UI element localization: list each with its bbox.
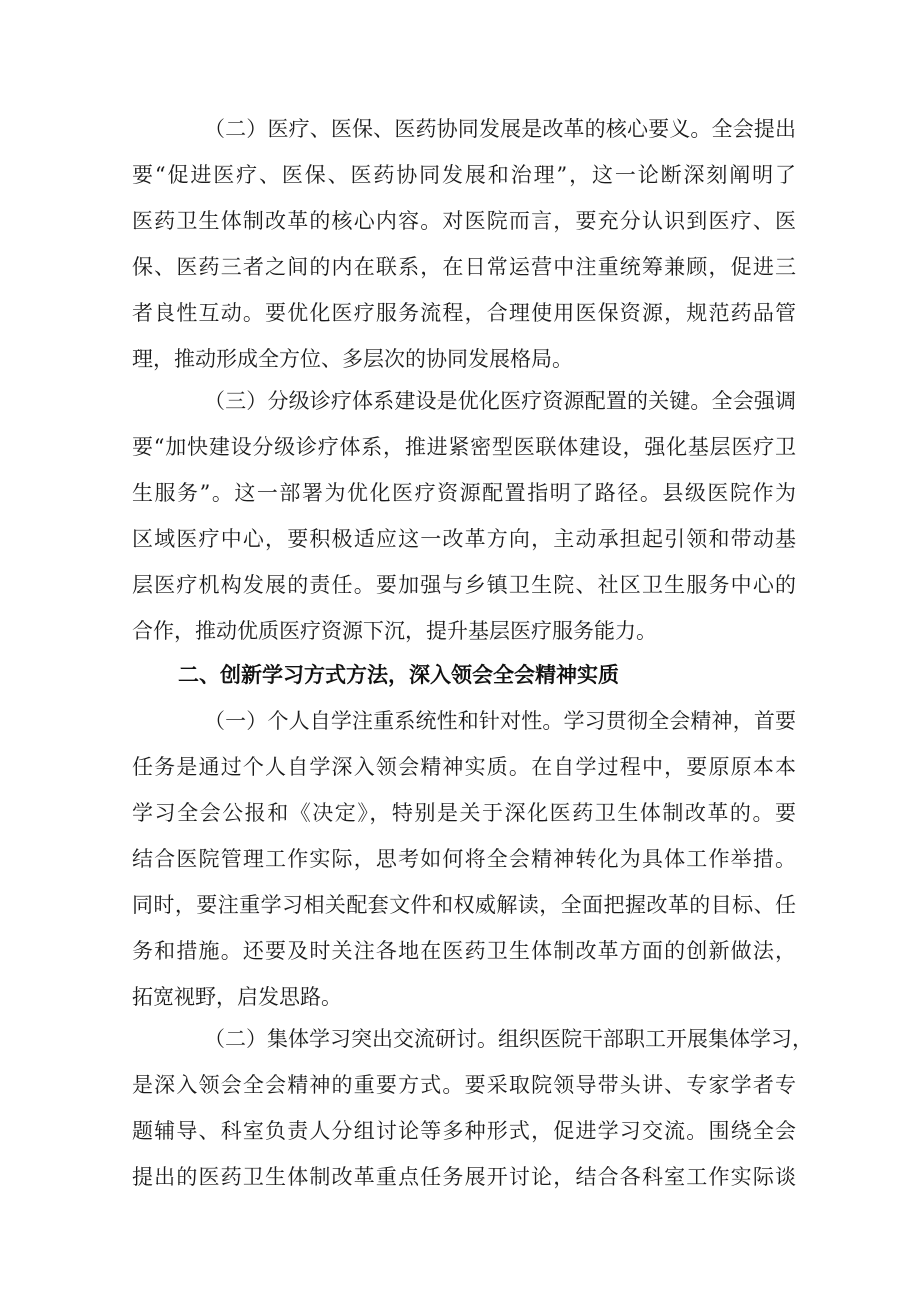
text-line: 任务是通过个人自学深入领会精神实质。在自学过程中，要原原本本 <box>132 755 796 779</box>
text-line: 要“加快建设分级诊疗体系，推进紧密型医联体建设，强化基层医疗卫 <box>132 435 796 459</box>
paragraph-medical-coordination <box>132 106 796 382</box>
text-line: 层医疗机构发展的责任。要加强与乡镇卫生院、社区卫生服务中心的 <box>132 573 796 597</box>
text-line: 务和措施。还要及时关注各地在医药卫生体制改革方面的创新做法， <box>132 939 796 963</box>
text-line: 结合医院管理工作实际，思考如何将全会精神转化为具体工作举措。 <box>132 847 796 871</box>
text-line: （二）集体学习突出交流研讨。组织医院干部职工开展集体学习， <box>204 1027 813 1051</box>
text-line: 理，推动形成全方位、多层次的协同发展格局。 <box>132 347 573 371</box>
text-line: 者良性互动。要优化医疗服务流程，合理使用医保资源，规范药品管 <box>132 301 796 325</box>
text-line: （三）分级诊疗体系建设是优化医疗资源配置的关键。全会强调 <box>204 389 796 413</box>
text-line: （一）个人自学注重系统性和针对性。学习贯彻全会精神，首要 <box>204 709 796 733</box>
text-line: 合作，推动优质医疗资源下沉，提升基层医疗服务能力。 <box>132 619 657 643</box>
text-line: 同时，要注重学习相关配套文件和权威解读，全面把握改革的目标、任 <box>132 893 796 917</box>
text-line: 提出的医药卫生体制改革重点任务展开讨论，结合各科室工作实际谈 <box>132 1165 796 1189</box>
text-line: 保、医药三者之间的内在联系，在日常运营中注重统筹兼顾，促进三 <box>132 255 796 279</box>
text-line: 生服务”。这一部署为优化医疗资源配置指明了路径。县级医院作为 <box>132 481 796 505</box>
paragraph-tiered-diagnosis <box>132 378 796 654</box>
text-line: 要“促进医疗、医保、医药协同发展和治理”，这一论断深刻阐明了 <box>132 163 796 187</box>
section-heading: 二、创新学习方式方法，深入领会全会精神实质 <box>178 663 619 687</box>
text-line: 拓宽视野，启发思路。 <box>132 985 342 1009</box>
text-line: 区域医疗中心，要积极适应这一改革方向，主动承担起引领和带动基 <box>132 527 796 551</box>
text-line: 是深入领会全会精神的重要方式。要采取院领导带头讲、专家学者专 <box>132 1073 796 1097</box>
paragraph-group-study <box>132 1016 813 1200</box>
paragraph-self-study <box>132 698 796 1020</box>
text-line: 医药卫生体制改革的核心内容。对医院而言，要充分认识到医疗、医 <box>132 209 796 233</box>
text-line: 题辅导、科室负责人分组讨论等多种形式，促进学习交流。围绕全会 <box>132 1119 796 1143</box>
text-line: （二）医疗、医保、医药协同发展是改革的核心要义。全会提出 <box>204 117 796 141</box>
text-line: 学习全会公报和《决定》，特别是关于深化医药卫生体制改革的。要 <box>132 801 796 825</box>
